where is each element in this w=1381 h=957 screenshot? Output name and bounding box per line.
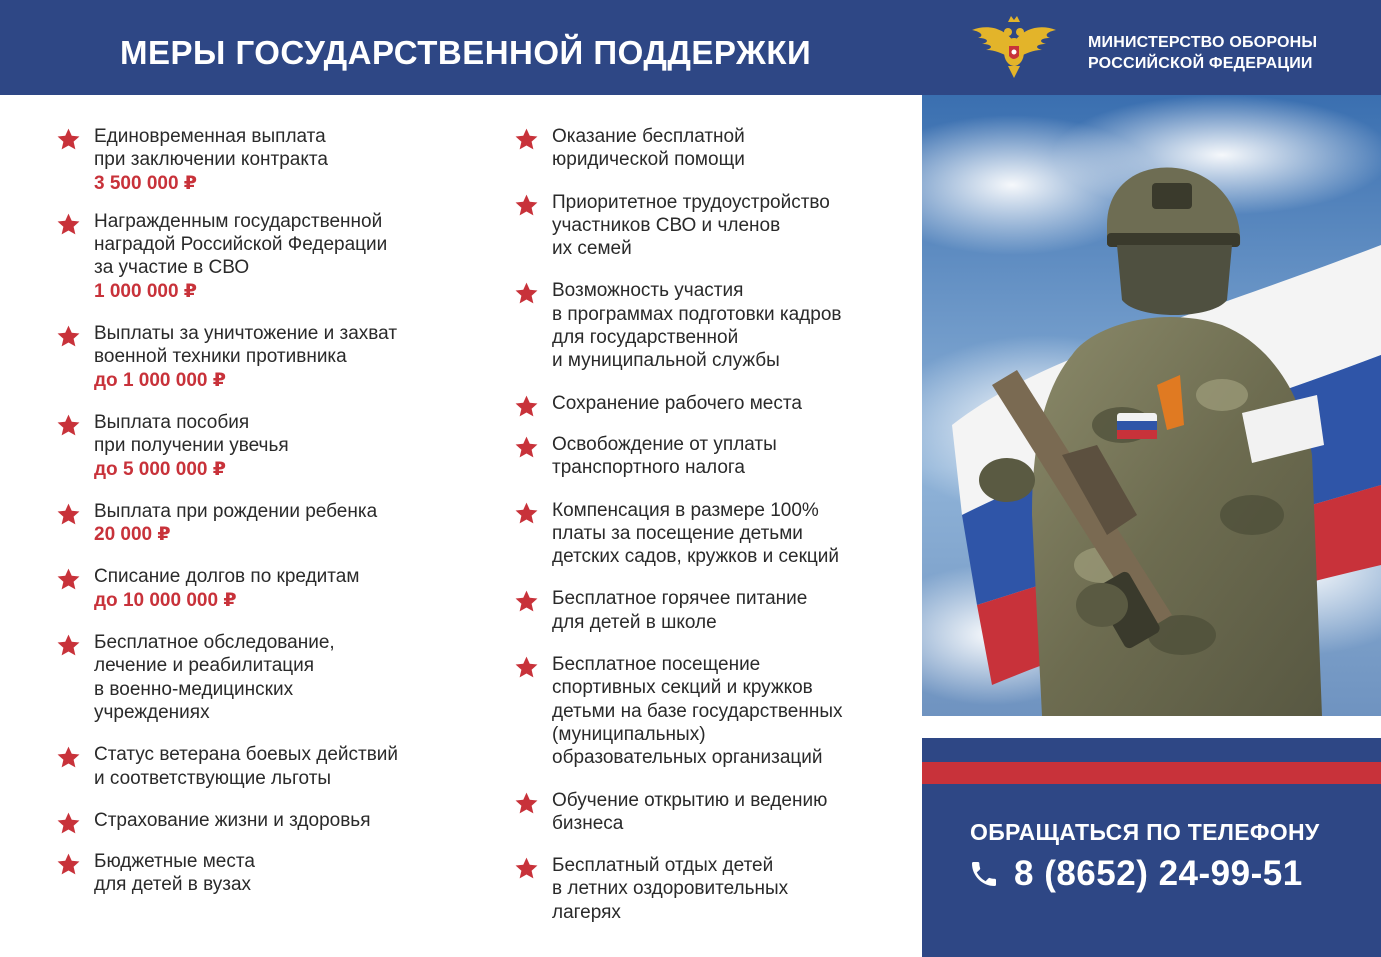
soldier-with-flag-photo [922, 95, 1381, 716]
support-item [514, 125, 914, 172]
support-item-text: Выплата пособия при получении увечья [94, 411, 289, 457]
header-banner [0, 0, 1381, 95]
support-item [514, 854, 914, 924]
support-item-amount: 20 000 ₽ [94, 524, 171, 546]
support-item-text: Бесплатное посещение спортивных секций и кружков детьми на базе государственных (муниципальных) образовательных организаций [552, 654, 843, 769]
star-icon [514, 193, 539, 217]
ministry-line-2: РОССИЙСКОЙ ФЕДЕРАЦИИ [1088, 55, 1313, 72]
support-item-text: Выплата при рождении ребенка [94, 500, 378, 522]
support-item-amount: 3 500 000 ₽ [94, 172, 198, 194]
contact-panel [922, 784, 1381, 957]
support-item-text: Списание долгов по кредитам [94, 566, 360, 588]
star-icon [56, 127, 81, 151]
support-item-text: Бюджетные места для детей в вузах [94, 851, 255, 896]
support-item-text: Компенсация в размере 100% платы за посещение детьми детских садов, кружков и секций [552, 499, 840, 568]
support-item [56, 631, 456, 724]
star-icon [56, 811, 81, 835]
support-item-text: Сохранение рабочего места [552, 392, 802, 414]
support-item-text: Бесплатный отдых детей в летних оздоровительных лагерях [552, 855, 789, 923]
star-icon [56, 567, 81, 591]
contact-label: ОБРАЩАТЬСЯ ПО ТЕЛЕФОНУ [970, 819, 1320, 845]
support-item [56, 565, 456, 612]
star-icon [56, 852, 81, 876]
ministry-line-1: МИНИСТЕРСТВО ОБОРОНЫ [1088, 34, 1318, 51]
support-item-text: Награжденным государственной наградой Российской Федерации за участие в СВО [94, 210, 388, 279]
support-item [514, 587, 914, 634]
support-item-amount: до 5 000 000 ₽ [94, 458, 226, 480]
flag-stripe-white [922, 716, 1381, 738]
star-icon [514, 501, 539, 525]
phone-icon [968, 858, 1000, 890]
support-item-text: Страхование жизни и здоровья [94, 809, 371, 831]
support-item-text: Возможность участия в программах подготовки кадров для государственной и муниципальной службы [552, 280, 842, 372]
support-item [56, 743, 456, 790]
star-icon [514, 435, 539, 459]
double-headed-eagle-icon [968, 12, 1060, 84]
support-item-text: Выплаты за уничтожение и захват военной техники противника [94, 323, 398, 368]
support-item-amount: до 1 000 000 ₽ [94, 369, 226, 391]
flag-stripe-blue [922, 738, 1381, 762]
support-item [56, 322, 456, 392]
support-item [514, 392, 914, 415]
star-icon [56, 324, 81, 348]
support-item-text: Статус ветерана боевых действий и соответствующие льготы [94, 744, 399, 789]
phone-number[interactable]: 8 (8652) 24-99-51 [1014, 854, 1303, 893]
support-item [514, 433, 914, 480]
support-item [514, 789, 914, 836]
support-item [514, 279, 914, 372]
support-item-text: Бесплатное обследование, лечение и реабилитация в военно-медицинских учреждениях [94, 632, 335, 723]
ministry-name [1088, 32, 1317, 74]
star-icon [514, 281, 539, 305]
star-icon [514, 856, 539, 880]
star-icon [514, 127, 539, 151]
star-icon [56, 633, 81, 657]
support-item-text: Обучение открытию и ведению бизнеса [552, 789, 828, 834]
support-item [56, 850, 456, 897]
phone-row[interactable] [968, 854, 1303, 894]
star-icon [514, 589, 539, 613]
star-icon [56, 212, 81, 236]
support-item-text: Оказание бесплатной юридической помощи [552, 126, 745, 171]
star-icon [514, 394, 539, 418]
star-icon [56, 413, 81, 437]
support-item [56, 411, 456, 481]
support-item-text: Единовременная выплата при заключении контракта [94, 126, 328, 171]
support-item [56, 210, 456, 303]
star-icon [56, 745, 81, 769]
support-item-amount: до 10 000 000 ₽ [94, 589, 237, 611]
support-item [514, 499, 914, 569]
page-title: МЕРЫ ГОСУДАРСТВЕННОЙ ПОДДЕРЖКИ [120, 34, 812, 71]
support-list-middle [514, 125, 914, 924]
support-item [56, 809, 456, 832]
support-item-text: Приоритетное трудоустройство участников СВО и членов их семей [552, 191, 830, 260]
support-item-text: Бесплатное горячее питание для детей в школе [552, 588, 808, 633]
star-icon [514, 655, 539, 679]
flag-stripe-red [922, 762, 1381, 784]
support-list-left [56, 125, 456, 897]
support-item [514, 653, 914, 769]
support-item-text: Освобождение от уплаты транспортного налога [552, 433, 777, 479]
star-icon [514, 791, 539, 815]
support-item [56, 500, 456, 547]
support-item [514, 191, 914, 261]
photo-illustration [922, 95, 1381, 716]
support-item-amount: 1 000 000 ₽ [94, 280, 198, 302]
support-item [56, 125, 456, 195]
star-icon [56, 502, 81, 526]
